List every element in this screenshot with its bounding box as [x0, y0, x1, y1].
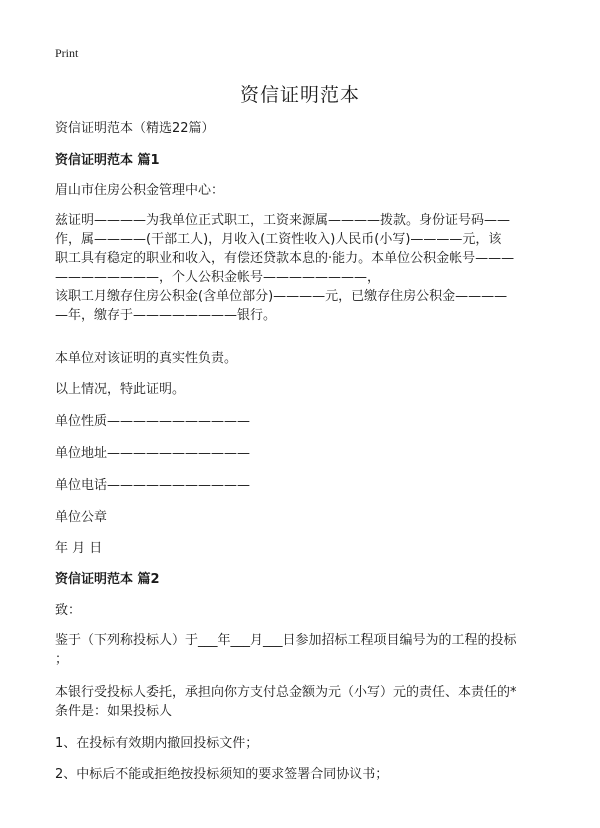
date-line: 年 月 日 [55, 541, 103, 556]
conclusion-text: 以上情况，特此证明。 [55, 382, 186, 397]
print-link[interactable]: Print [55, 46, 79, 60]
field-unit-seal: 单位公章 [55, 510, 108, 525]
page-title: 资信证明范本 [239, 84, 360, 106]
body-line: ； [55, 652, 69, 667]
body-line: 职工具有稳定的职业和收入，有偿还贷款本息的·能力。本单位公积金帐号——— [55, 251, 515, 266]
section-heading-1: 资信证明范本 篇1 [55, 153, 160, 168]
section-heading-2: 资信证明范本 篇2 [55, 572, 160, 587]
addressee-1: 眉山市住房公积金管理中心： [55, 183, 225, 198]
field-unit-phone: 单位电话——————————— [55, 478, 251, 493]
field-unit-address: 单位地址——————————— [55, 446, 251, 461]
document-subtitle: 资信证明范本（精选22篇） [55, 121, 215, 136]
responsibility-text: 本单位对该证明的真实性负责。 [55, 351, 238, 366]
field-unit-nature: 单位性质——————————— [55, 414, 251, 429]
body-line: 兹证明————为我单位正式职工，工资来源属————拨款。身份证号码—— [55, 213, 511, 228]
list-item: 2、中标后不能或拒绝按投标须知的要求签署合同协议书； [55, 767, 389, 782]
body-line: 鉴于（下列称投标人）于___年___月___日参加招标工程项目编号为的工程的投标 [55, 633, 517, 648]
body-line: 该职工月缴存住房公积金(含单位部分)————元，已缴存住房公积金———— [55, 289, 508, 304]
body-line: ————————，个人公积金帐号————————， [55, 270, 381, 285]
list-item: 1、在投标有效期内撤回投标文件； [55, 736, 259, 751]
body-line: 条件是：如果投标人 [55, 704, 173, 719]
body-line: 作，属————(干部工人)，月收入(工资性收入)人民币(小写)————元，该 [55, 232, 502, 247]
addressee-2: 致： [55, 603, 82, 618]
body-line: —年，缴存于————————银行。 [55, 308, 277, 323]
body-line: 本银行受投标人委托，承担向你方支付总金额为元（小写）元的责任、本责任的* [55, 685, 517, 700]
